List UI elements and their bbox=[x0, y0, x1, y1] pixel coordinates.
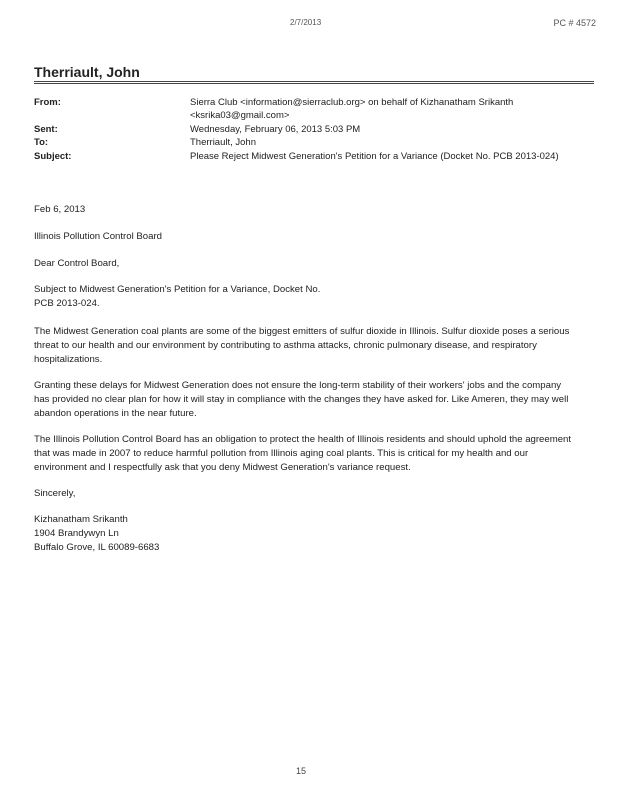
header-divider bbox=[34, 81, 594, 84]
signature-name: Kizhanatham Srikanth bbox=[34, 514, 128, 525]
letter-subject bbox=[34, 283, 574, 311]
sent-label: Sent: bbox=[34, 124, 58, 135]
to-label: To: bbox=[34, 137, 49, 148]
paragraph-3 bbox=[34, 433, 574, 475]
from-label: From: bbox=[34, 97, 61, 108]
pc-number: PC # 4572 bbox=[553, 18, 596, 28]
subject-label: Subject: bbox=[34, 151, 72, 162]
letter-closing: Sincerely, bbox=[34, 488, 76, 499]
letter-recipient: Illinois Pollution Control Board bbox=[34, 231, 162, 242]
sent-value: Wednesday, February 06, 2013 5:03 PM bbox=[190, 124, 361, 135]
paragraph-1 bbox=[34, 325, 574, 367]
signature-block bbox=[34, 513, 574, 555]
letter-subject-line2: PCB 2013-024. bbox=[34, 298, 100, 309]
paragraph-2-text: Granting these delays for Midwest Generation does not ensure the long-term stability of their workers' jobs and the company has provided no clear plan for how it will stay in compliance with the changes they have asked for. Like Ameren, they may well abandon operations in the near future. bbox=[34, 380, 569, 419]
sender-name-heading: Therriault, John bbox=[34, 64, 140, 80]
paragraph-2 bbox=[34, 379, 574, 421]
page-number: 15 bbox=[296, 766, 307, 776]
signature-street: 1904 Brandywyn Ln bbox=[34, 528, 119, 539]
print-date: 2/7/2013 bbox=[290, 18, 322, 27]
letter-date: Feb 6, 2013 bbox=[34, 204, 86, 215]
subject-value: Please Reject Midwest Generation's Petition for a Variance (Docket No. PCB 2013-024) bbox=[190, 151, 559, 162]
from-value-line2: <ksrika03@gmail.com> bbox=[190, 110, 290, 121]
letter-subject-line1: Subject to Midwest Generation's Petition for a Variance, Docket No. bbox=[34, 284, 321, 295]
to-value: Therriault, John bbox=[190, 137, 257, 148]
paragraph-1-text: The Midwest Generation coal plants are some of the biggest emitters of sulfur dioxide in Illinois. Sulfur dioxide poses a serious threat to our health and our environment by contributing to asthma attacks, chronic pulmonary disease, and respiratory hospitalizations. bbox=[34, 326, 570, 365]
letter-greeting: Dear Control Board, bbox=[34, 258, 120, 269]
paragraph-3-text: The Illinois Pollution Control Board has an obligation to protect the health of Illinois residents and should uphold the agreement that was made in 2007 to reduce harmful pollution from Illinois aging coal plants. This is critical for my health and our environment and I respectfully ask that you deny Midwest Generation's variance request. bbox=[34, 434, 572, 473]
from-value-line1: Sierra Club <information@sierraclub.org> on behalf of Kizhanatham Srikanth bbox=[190, 97, 514, 108]
signature-city: Buffalo Grove, IL 60089-6683 bbox=[34, 542, 160, 553]
